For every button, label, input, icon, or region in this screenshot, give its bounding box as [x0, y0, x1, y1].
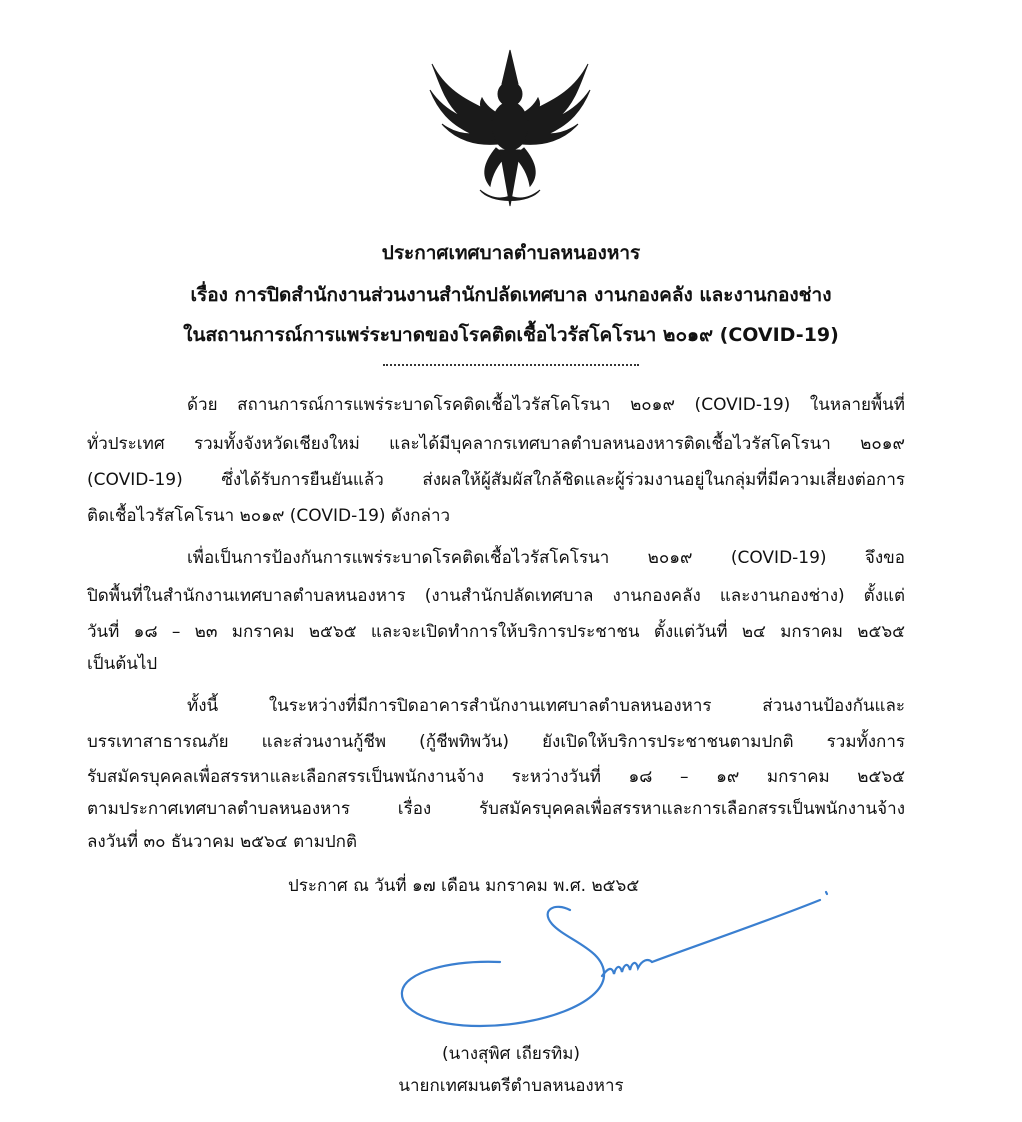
signer-title: นายกเทศมนตรีตำบลหนองหาร — [398, 1076, 624, 1096]
dotted-divider — [383, 364, 639, 366]
paragraph-2-line: เพื่อเป็นการป้องกันการแพร่ระบาดโรคติดเชื้อไวรัสโคโรนา ๒๐๑๙ (COVID-19) จึงขอ — [187, 548, 905, 568]
paragraph-1-line: ติดเชื้อไวรัสโคโรนา ๒๐๑๙ (COVID-19) ดังกล่าว — [87, 506, 451, 526]
paragraph-3-line: ลงวันที่ ๓๐ ธันวาคม ๒๕๖๔ ตามปกติ — [87, 832, 358, 852]
paragraph-1-line: ทั่วประเทศ รวมทั้งจังหวัดเชียงใหม่ และได้มีบุคลากรเทศบาลตำบลหนองหารติดเชื้อไวรัสโคโรนา ๒๐๑๙ — [87, 434, 905, 454]
announcement-heading: ประกาศเทศบาลตำบลหนองหาร — [381, 242, 641, 264]
paragraph-2-line: ปิดพื้นที่ในสำนักงานเทศบาลตำบลหนองหาร (งานสำนักปลัดเทศบาล งานกองคลัง และงานกองช่าง) ตั้งแต่ — [87, 586, 905, 606]
signer-name: (นางสุพิศ เถียรทิม) — [441, 1044, 581, 1064]
paragraph-3-line: รับสมัครบุคคลเพื่อสรรหาและเลือกสรรเป็นพนักงานจ้าง ระหว่างวันที่ ๑๘ – ๑๙ มกราคม ๒๕๖๕ — [87, 767, 905, 787]
paragraph-3-line: ทั้งนี้ ในระหว่างที่มีการปิดอาคารสำนักงานเทศบาลตำบลหนองหาร ส่วนงานป้องกันและ — [187, 696, 905, 716]
paragraph-3-line: ตามประกาศเทศบาลตำบลหนองหาร เรื่อง รับสมัครบุคคลเพื่อสรรหาและการเลือกสรรเป็นพนักงานจ้าง — [87, 799, 905, 819]
handwritten-signature — [380, 880, 840, 1040]
announcement-context: ในสถานการณ์การแพร่ระบาดของโรคติดเชื้อไวรัสโคโรนา ๒๐๑๙ (COVID-19) — [183, 324, 839, 346]
paragraph-2-line: วันที่ ๑๘ – ๒๓ มกราคม ๒๕๖๕ และจะเปิดทำการให้บริการประชาชน ตั้งแต่วันที่ ๒๔ มกราคม ๒๕๖๕ — [87, 622, 905, 642]
paragraph-1-line: ด้วย สถานการณ์การแพร่ระบาดโรคติดเชื้อไวรัสโคโรนา ๒๐๑๙ (COVID-19) ในหลายพื้นที่ — [187, 395, 905, 415]
announcement-date: ประกาศ ณ วันที่ ๑๗ เดือน มกราคม พ.ศ. ๒๕๖๕ — [288, 876, 640, 896]
garuda-emblem-icon — [420, 44, 600, 212]
announcement-subject: เรื่อง การปิดสำนักงานส่วนงานสำนักปลัดเทศบาล งานกองคลัง และงานกองช่าง — [190, 284, 832, 306]
paragraph-2-line: เป็นต้นไป — [87, 654, 158, 674]
paragraph-3-line: บรรเทาสาธารณภัย และส่วนงานกู้ชีพ (กู้ชีพทิพวัน) ยังเปิดให้บริการประชาชนตามปกติ รวมทั้งการ — [87, 732, 905, 752]
paragraph-1-line: (COVID-19) ซึ่งได้รับการยืนยันแล้ว ส่งผลให้ผู้สัมผัสใกล้ชิดและผู้ร่วมงานอยู่ในกลุ่มที่มีความเสี่ยงต่อการ — [87, 470, 905, 490]
